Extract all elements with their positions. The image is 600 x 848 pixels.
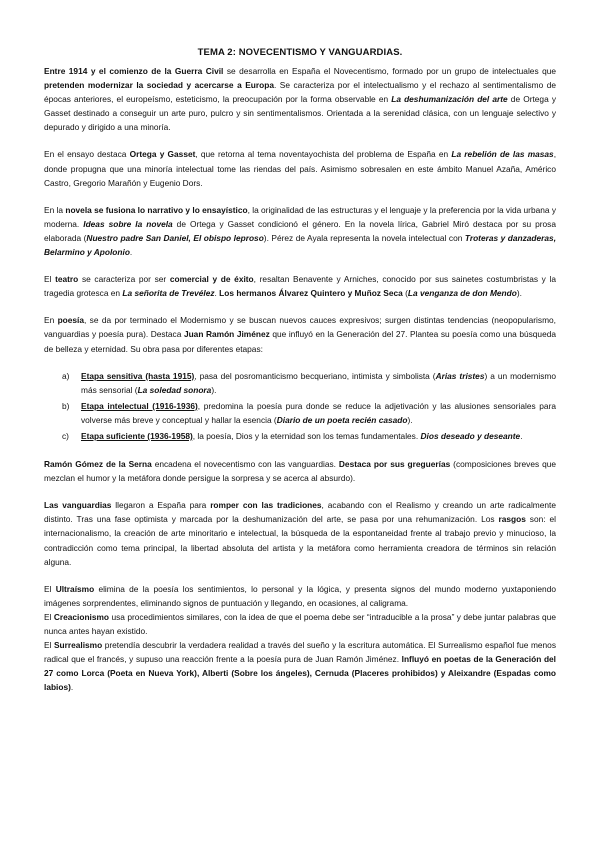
paragraph-novecentismo — [44, 64, 556, 134]
text-bold: pretenden modernizar la sociedad y acercarse a Europa — [44, 80, 274, 91]
paragraph-vanguardias — [44, 498, 556, 568]
text-bold: novela se fusiona lo narrativo y lo ensayístico — [65, 204, 248, 215]
work-title: Ideas sobre la novela — [83, 218, 173, 229]
text-bold: Ortega y Gasset — [129, 149, 196, 160]
text: de Ortega y Gasset destinado a conseguir un arte puro, pulcro y sin sentimentalismos. Orientada a la serenidad clásica, con un lenguaje selectivo y depurado y dirigido a una minoría. — [44, 94, 556, 133]
paragraph-ensayo — [44, 147, 556, 189]
text-bold: Influyó en poetas de la Generación del 27 como Lorca (Poeta en Nueva York), Alberti (Sobre los ángeles), Cernuda (Placeres prohibidos) y Aleixandre (Espadas como labios) — [44, 654, 556, 693]
work-title: Dios deseado y deseante — [420, 430, 521, 441]
stage-heading: Etapa intelectual (1916-1936) — [81, 400, 198, 411]
work-title: La venganza de don Mendo — [407, 288, 517, 299]
text: El — [44, 274, 56, 285]
text: (composiciones breves que mezclan el humor y la metáfora donde persigue la sorpresa y se acerca al absurdo). — [44, 459, 556, 484]
text: . — [214, 288, 220, 299]
list-item — [62, 369, 556, 397]
text: , que retorna al tema noventayochista del problema de España en — [195, 149, 452, 160]
paragraph-novela — [44, 203, 556, 259]
text-bold: Los hermanos Álvarez Quintero y Muñoz Seca — [219, 288, 403, 299]
text: llegaron a España para — [111, 500, 211, 511]
text: ) a un modernismo más sensorial ( — [81, 370, 556, 395]
work-title: La deshumanización del arte — [391, 94, 508, 105]
page-title: TEMA 2: NOVECENTISMO Y VANGUARDIAS. — [197, 47, 403, 58]
text: , se da por terminado el Modernismo y se buscan nuevos cauces expresivos; surgen distintas tendencias (neopopularismo, vanguardias y poesía pura). Destaca — [44, 315, 556, 340]
text: pretendía descubrir la verdadera realidad a través del sueño y la escritura automática. El Surrealismo español fue menos radical que el francés, y supuso una reacción frente a la poesía pura de Juan Ramón Jiménez. — [44, 640, 556, 665]
stage-heading: Etapa suficiente (1936-1958) — [81, 430, 193, 441]
text: ( — [402, 288, 408, 299]
text: El — [44, 611, 54, 622]
text: de Ortega y Gasset condicionó el género. En la novela lírica, Gabriel Miró destaca por su prosa elaborada ( — [44, 218, 556, 243]
text: ). — [211, 384, 217, 395]
text: En — [44, 315, 58, 326]
stages-list — [44, 369, 556, 443]
list-item — [62, 429, 556, 443]
stage-heading: Etapa sensitiva (hasta 1915) — [81, 370, 195, 381]
text: El — [44, 583, 56, 594]
text: , predomina la poesía pura donde se reduce la adjetivación y las alusiones sensoriales para volverse más breve y conceptual y hallar la esencia ( — [81, 400, 556, 425]
text: En la — [44, 204, 66, 215]
text-bold: romper con las tradiciones — [210, 500, 322, 511]
list-marker: a) — [62, 370, 70, 381]
text-bold: Ultraísmo — [55, 583, 95, 594]
text: encadena el novecentismo con las vanguardias. — [151, 459, 339, 470]
text-bold: Creacionismo — [53, 611, 110, 622]
text: se desarrolla en España el Novecentismo, formado por un grupo de intelectuales que — [223, 66, 556, 76]
text: . — [70, 682, 74, 693]
work-title: Nuestro padre San Daniel, El obispo leproso — [86, 232, 264, 243]
text-bold: Entre 1914 y el comienzo de la Guerra Civil — [44, 66, 224, 76]
paragraph-creacionismo — [44, 610, 556, 638]
text-bold: Juan Ramón Jiménez — [183, 329, 270, 340]
list-marker: b) — [62, 400, 70, 411]
text-bold: comercial y de éxito — [169, 274, 254, 285]
paragraph-ultraismo — [44, 582, 556, 610]
text: ). Pérez de Ayala representa la novela intelectual con — [263, 232, 465, 243]
text-bold: Surrealismo — [53, 640, 103, 651]
work-title: Diario de un poeta recién casado — [276, 414, 408, 425]
paragraph-surrealismo — [44, 638, 556, 694]
text: En el ensayo destaca — [44, 149, 130, 160]
work-title: La señorita de Trevélez — [122, 288, 215, 299]
text: , acabando con el Realismo y creando un arte radicalmente distinto. Tras una fase optimista y marcada por la deshumanización del arte, se pasa por una rehumanización. Los — [44, 500, 556, 525]
text-bold: poesía — [57, 315, 84, 326]
work-title: Arias tristes — [435, 370, 485, 381]
work-title: La rebelión de las masas — [451, 149, 554, 160]
text: . Se caracteriza por el intelectualismo y el rechazo al sentimentalismo de épocas anteriores, el europeísmo, esteticismo, la preocupación por la forma observable en — [44, 80, 556, 105]
paragraph-gomez-de-la-serna — [44, 457, 556, 485]
text: , resaltan Benavente y Arniches, conocido por sus sainetes costumbristas y la tragedia grotesca en — [44, 274, 556, 299]
list-item — [62, 399, 556, 427]
text-bold: Las vanguardias — [44, 500, 112, 511]
paragraph-teatro — [44, 272, 556, 300]
text-bold: teatro — [55, 274, 79, 285]
text: ). — [407, 414, 413, 425]
text: son: el internacionalismo, la creación de arte minoritario e intelectual, la búsqueda de la espontaneidad frente al trabajo previo y minucioso, la contradicción como tema principal, la libertad absoluta del artista y la metáfora como herramienta creadora de términos sin relación alguna. — [44, 514, 556, 567]
text: , donde propugna que una minoría intelectual tome las riendas del país. Asimismo sobresalen en este ámbito Manuel Azaña, Américo Castro, Gregorio Marañón y Eugenio Dors. — [44, 149, 557, 188]
text: . — [129, 247, 133, 258]
list-marker: c) — [62, 430, 69, 441]
text: El — [44, 640, 54, 651]
paragraph-poesia — [44, 313, 556, 355]
text: , la poesía, Dios y la eternidad son los temas fundamentales. — [192, 430, 421, 441]
text-bold: Ramón Gómez de la Serna — [44, 459, 152, 470]
work-title: Troteras y danzaderas, Belarmino y Apolonio — [44, 232, 557, 258]
text: que influyó en la Generación del 27. Plantea su poesía como una búsqueda de belleza y eternidad. Su obra pasa por diferentes etapas: — [44, 329, 556, 354]
text: ). — [516, 288, 522, 299]
text: . — [520, 430, 523, 441]
text: , la originalidad de las estructuras y el lenguaje y la preferencia por la vida urbana y moderna. — [44, 204, 557, 229]
document-content — [44, 47, 556, 694]
text-bold: rasgos — [498, 514, 526, 525]
text: se caracteriza por ser — [78, 274, 170, 285]
text-bold: Destaca por sus greguerías — [338, 459, 451, 470]
text: elimina de la poesía los sentimientos, lo personal y la lógica, y presenta signos del mundo moderno yuxtaponiendo imágenes sorprendentes, eliminando signos de puntuación y llegando, en ocasiones, al caligrama. — [44, 583, 556, 608]
text: , pasa del posromanticismo becqueriano, intimista y simbolista ( — [194, 370, 436, 381]
work-title: La soledad sonora — [137, 384, 212, 395]
text: usa procedimientos similares, con la idea de que el poema debe ser “intraducible a la prosa” y debe juntar palabras que nunca antes hayan existido. — [44, 611, 556, 636]
